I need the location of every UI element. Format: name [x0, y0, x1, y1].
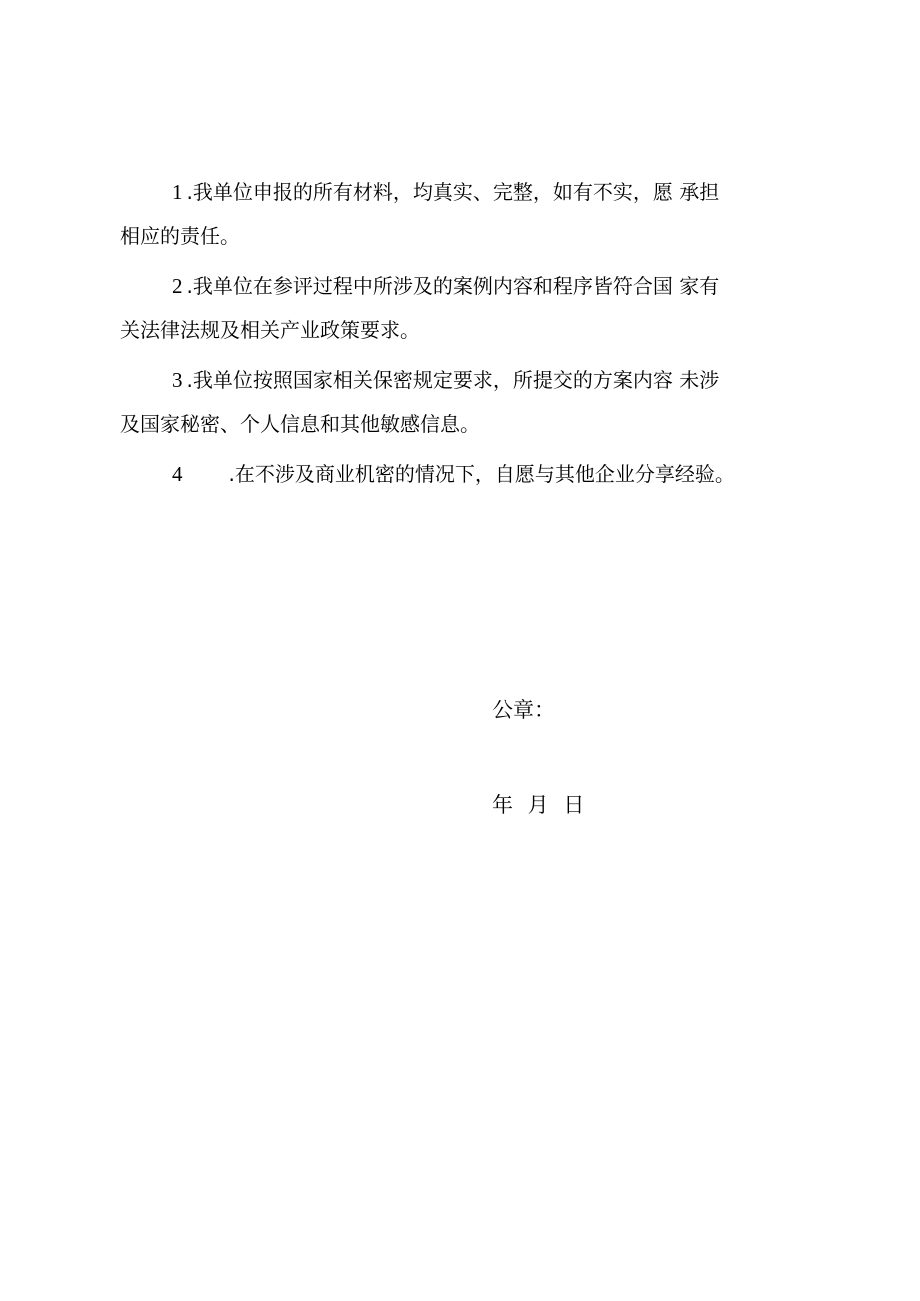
clause-2-number: 2: [172, 274, 183, 298]
clause-4-first-line: [120, 452, 820, 496]
clause-1-text-line1: .我单位申报的所有材料，均真实、完整，如有不实，愿 承担: [186, 180, 720, 204]
clause-2-text-line2: 关法律法规及相关产业政策要求。: [120, 318, 420, 342]
clause-2: [120, 264, 820, 352]
date-label: 年 月 日: [492, 793, 589, 817]
clause-3: [120, 358, 820, 446]
clause-3-number: 3: [172, 368, 183, 392]
official-seal-label: 公章：: [492, 698, 555, 722]
clause-3-text-line1: .我单位按照国家相关保密规定要求，所提交的方案内容 未涉: [186, 368, 720, 392]
clause-4: [120, 452, 820, 496]
clause-4-number: 4: [172, 462, 183, 486]
clause-2-first-line: [120, 264, 820, 308]
clause-4-text-line1: .在不涉及商业机密的情况下，自愿与其他企业分享经验。: [228, 462, 735, 486]
clause-1-number: 1: [172, 180, 183, 204]
clause-1: [120, 170, 820, 258]
clause-3-text-line2: 及国家秘密、个人信息和其他敏感信息。: [120, 412, 480, 436]
clause-1-text-line2: 相应的责任。: [120, 224, 240, 248]
clause-2-text-line1: .我单位在参评过程中所涉及的案例内容和程序皆符合国 家有: [186, 274, 720, 298]
clause-1-first-line: [120, 170, 820, 214]
clause-3-first-line: [120, 358, 820, 402]
